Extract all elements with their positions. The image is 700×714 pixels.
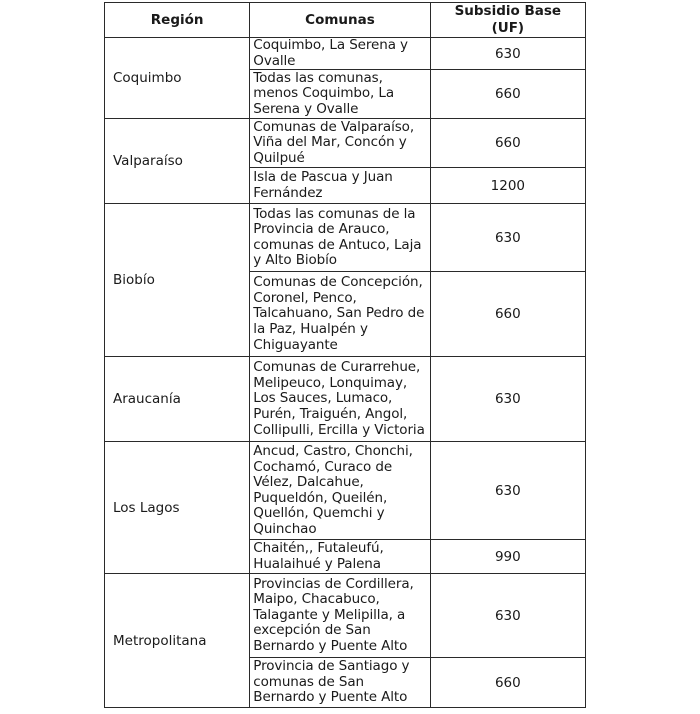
table-row	[105, 574, 586, 658]
region-cell: Los Lagos	[105, 442, 250, 574]
subsidio-cell	[430, 540, 585, 574]
table-row	[105, 204, 586, 272]
subsidio-cell	[430, 38, 585, 70]
comunas-cell: Ancud, Castro, Chonchi, Cochamó, Curaco de Vélez, Dalcahue, Puqueldón, Queilén, Quellón, Quemchi y Quinchao	[250, 442, 430, 540]
table-header-row	[105, 3, 586, 38]
comunas-cell: Comunas de Concepción, Coronel, Penco, Talcahuano, San Pedro de la Paz, Hualpén y Chiguayante	[250, 272, 430, 357]
header-subsidio-line1: Subsidio Base	[454, 3, 562, 19]
subsidio-value: 990	[494, 548, 521, 565]
subsidio-cell	[430, 70, 585, 119]
comunas-cell: Coquimbo, La Serena y Ovalle	[250, 38, 430, 70]
subsidio-value: 630	[494, 45, 521, 62]
region-cell: Valparaíso	[105, 119, 250, 204]
subsidy-table	[104, 2, 586, 708]
comunas-cell: Comunas de Curarrehue, Melipeuco, Lonquimay, Los Sauces, Lumaco, Purén, Traiguén, Angol, Collipulli, Ercilla y Victoria	[250, 357, 430, 442]
comunas-cell: Isla de Pascua y Juan Fernández	[250, 168, 430, 204]
comunas-cell: Provincia de Santiago y comunas de San Bernardo y Puente Alto	[250, 658, 430, 708]
subsidio-value: 660	[494, 306, 521, 323]
subsidio-value: 630	[494, 607, 521, 624]
table-row	[105, 119, 586, 168]
subsidio-value: 1200	[490, 177, 526, 194]
comunas-cell: Chaitén,, Futaleufú, Hualaihué y Palena	[250, 540, 430, 574]
subsidio-cell	[430, 357, 585, 442]
table-row	[105, 38, 586, 70]
header-subsidio-line2: (UF)	[491, 20, 525, 36]
comunas-cell: Todas las comunas de la Provincia de Arauco, comunas de Antuco, Laja y Alto Biobío	[250, 204, 430, 272]
subsidio-cell	[430, 442, 585, 540]
region-cell: Araucanía	[105, 357, 250, 442]
subsidio-cell	[430, 119, 585, 168]
comunas-cell: Comunas de Valparaíso, Viña del Mar, Concón y Quilpué	[250, 119, 430, 168]
comunas-cell: Todas las comunas, menos Coquimbo, La Serena y Ovalle	[250, 70, 430, 119]
header-subsidio	[430, 3, 585, 38]
subsidio-value: 660	[494, 135, 521, 152]
region-cell: Coquimbo	[105, 38, 250, 119]
table-row	[105, 357, 586, 442]
subsidio-value: 630	[494, 482, 521, 499]
subsidio-value: 630	[494, 391, 521, 408]
subsidio-cell	[430, 658, 585, 708]
subsidio-value: 630	[494, 229, 521, 246]
subsidio-cell	[430, 168, 585, 204]
subsidio-cell	[430, 574, 585, 658]
header-comunas: Comunas	[250, 3, 430, 38]
region-cell: Metropolitana	[105, 574, 250, 708]
subsidio-cell	[430, 272, 585, 357]
header-region: Región	[105, 3, 250, 38]
table-row	[105, 442, 586, 540]
subsidio-value: 660	[494, 674, 521, 691]
region-cell: Biobío	[105, 204, 250, 357]
comunas-cell: Provincias de Cordillera, Maipo, Chacabuco, Talagante y Melipilla, a excepción de San Bernardo y Puente Alto	[250, 574, 430, 658]
subsidio-value: 660	[494, 86, 521, 103]
subsidio-cell	[430, 204, 585, 272]
